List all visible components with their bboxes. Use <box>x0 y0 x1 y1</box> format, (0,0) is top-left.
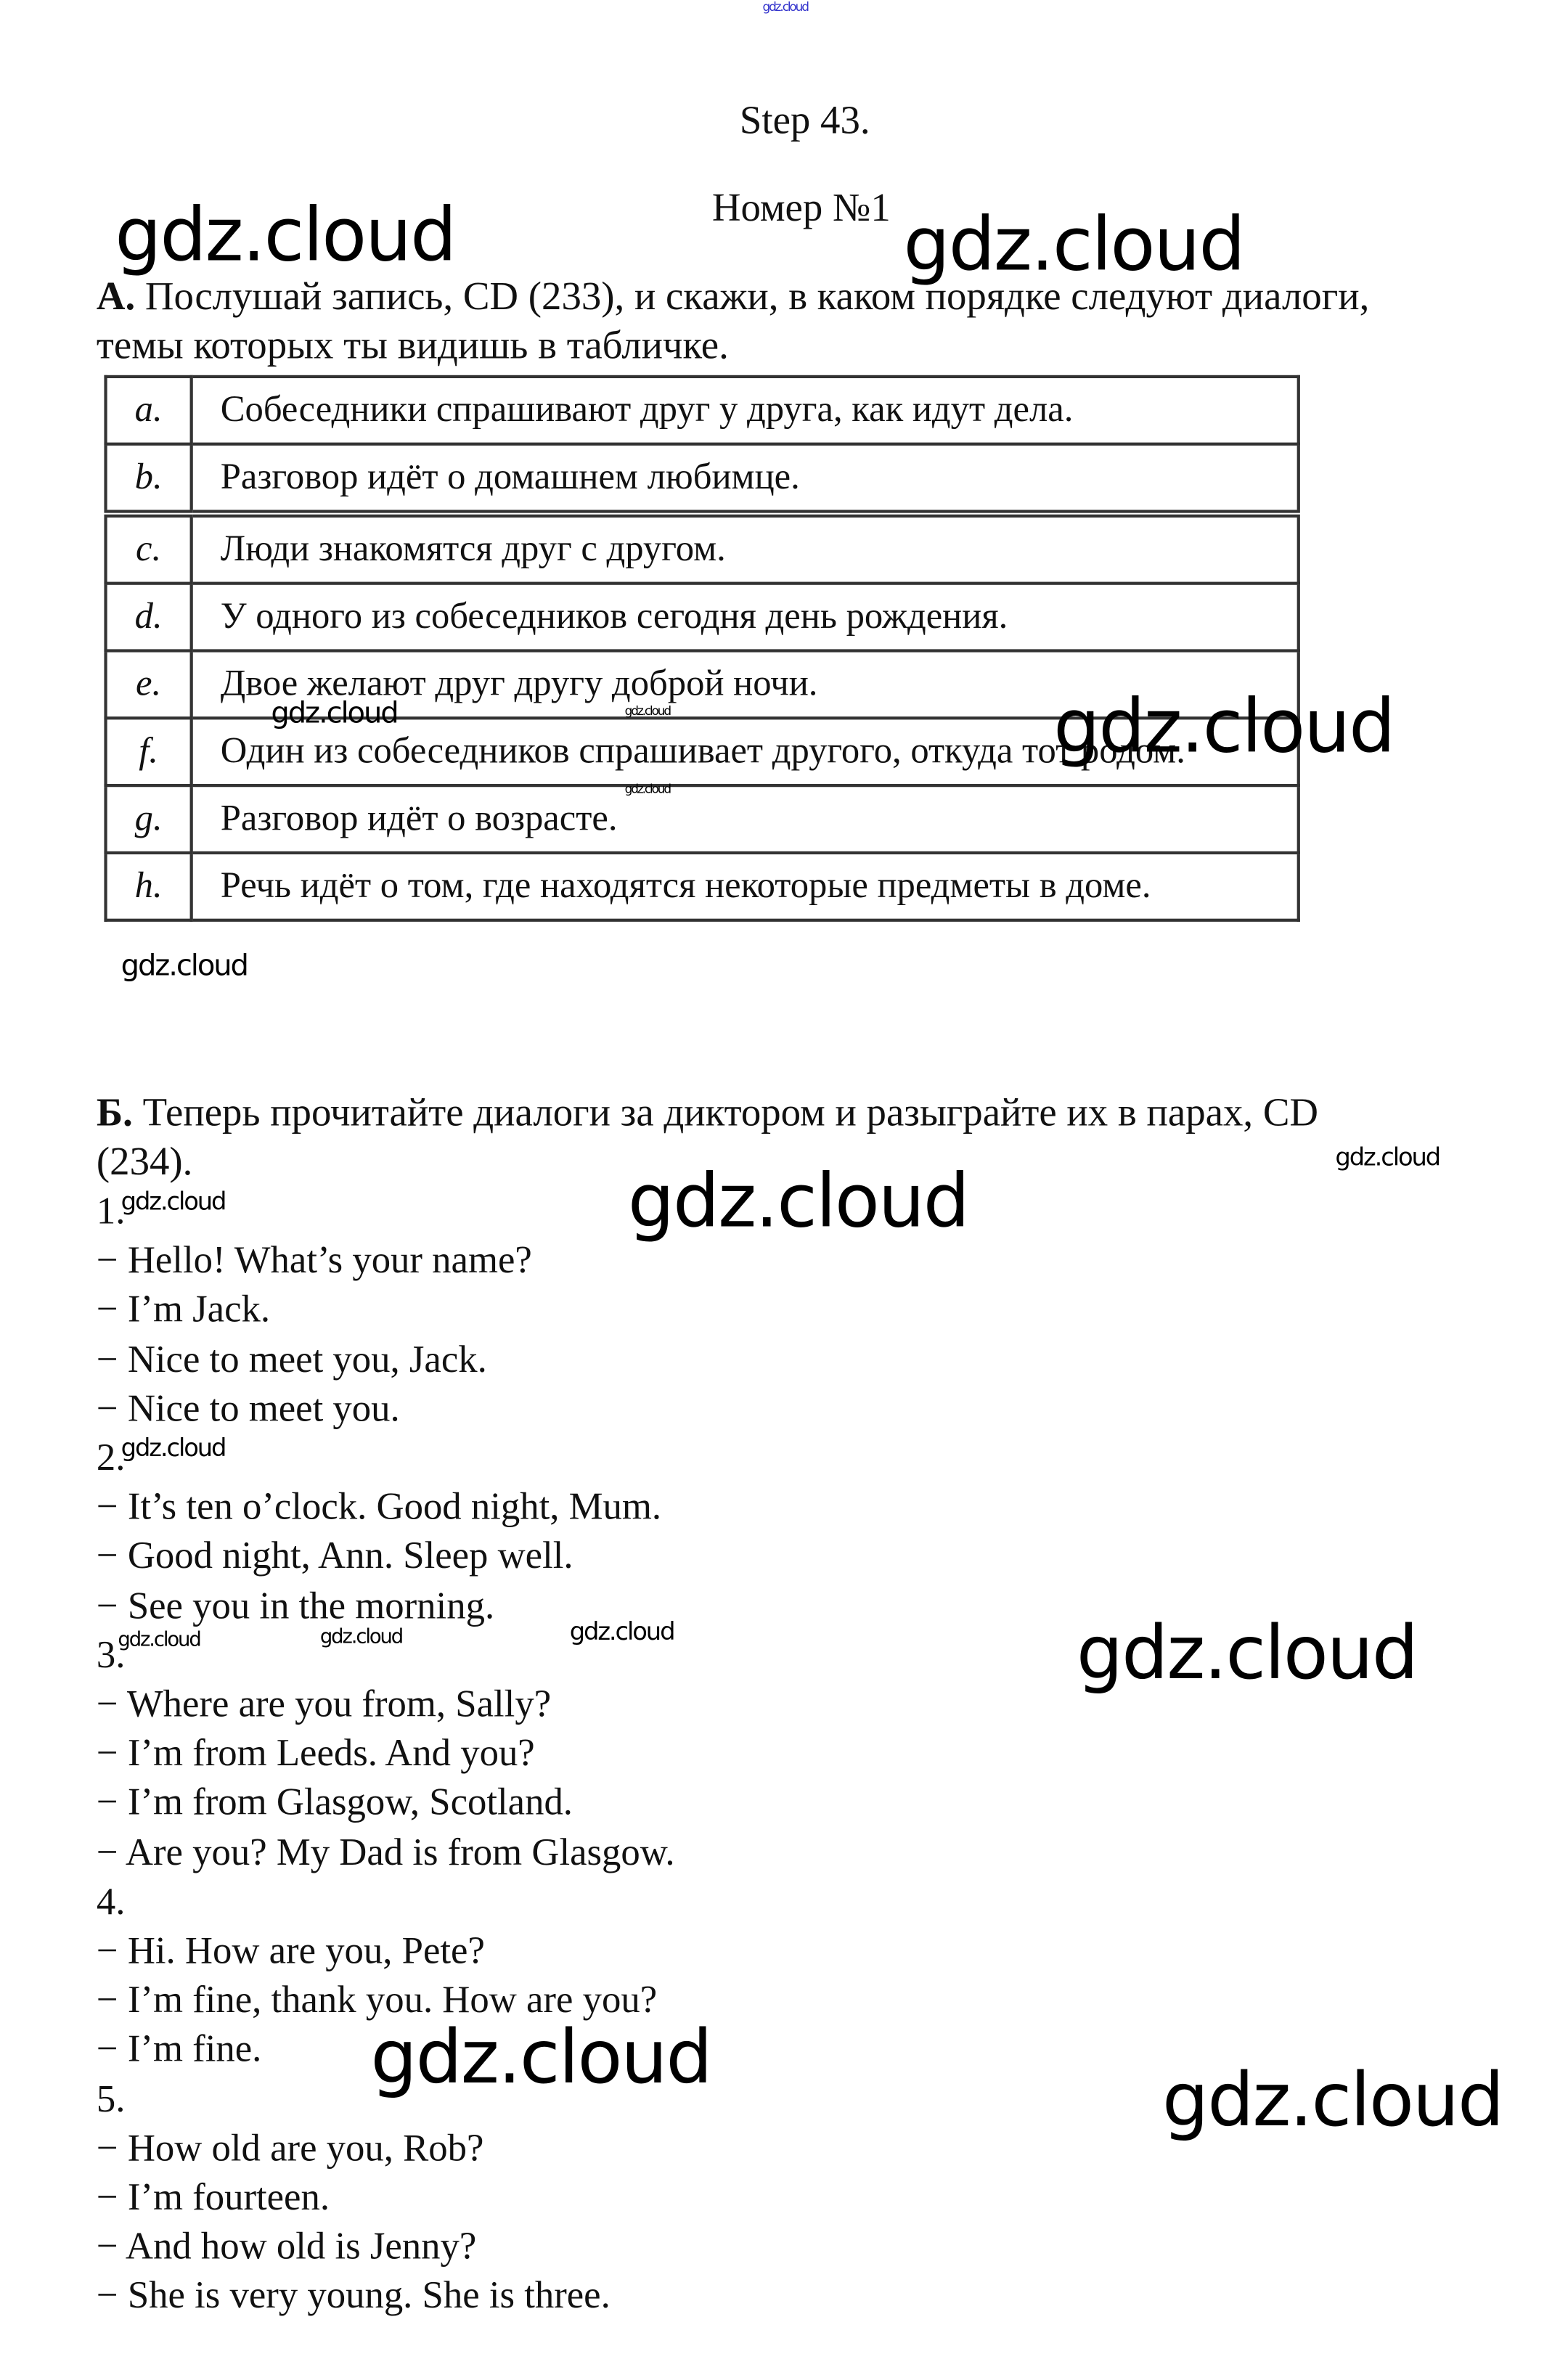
table-row <box>106 377 1299 444</box>
watermark: gdz.cloud <box>319 1626 403 1649</box>
table-row <box>106 853 1299 920</box>
row-text: Речь идёт о том, где находятся некоторые предметы в доме. <box>192 853 1299 920</box>
watermark: gdz.cloud <box>624 704 670 719</box>
dialog-number: 2. <box>96 1437 126 1479</box>
watermark: gdz.cloud <box>370 2014 711 2101</box>
exercise-number: Номер №1 <box>711 185 891 230</box>
table-row <box>106 514 1299 584</box>
dialogs-list <box>97 1188 675 2322</box>
dialog-line: − See you in the morning. <box>96 1585 495 1627</box>
dialog-number: 4. <box>96 1881 126 1924</box>
dialog-line: − I’m fourteen. <box>96 2177 330 2219</box>
row-text: Один из собеседников спрашивает другого, откуда тот родом. <box>192 718 1299 785</box>
table-row <box>106 785 1299 853</box>
row-letter: h. <box>106 853 192 920</box>
watermark: gdz.cloud <box>624 782 670 796</box>
dialog-number: 1. <box>96 1191 126 1233</box>
page-title: Step 43. <box>739 98 870 143</box>
watermark: gdz.cloud <box>569 1616 674 1646</box>
row-letter: c. <box>106 514 192 584</box>
watermark: gdz.cloud <box>115 192 456 279</box>
watermark: gdz.cloud <box>121 1186 226 1216</box>
dialog-line: − It’s ten o’clock. Good night, Mum. <box>96 1487 662 1529</box>
row-text: У одного из собеседников сегодня день рождения. <box>192 584 1299 651</box>
task-b-label: Б. <box>96 1090 133 1135</box>
dialog-line: − Nice to meet you. <box>96 1388 400 1430</box>
dialog-line: − I’m from Leeds. And you? <box>96 1733 535 1775</box>
table-row <box>106 444 1299 514</box>
dialog-line: − And how old is Jenny? <box>96 2226 477 2268</box>
watermark: gdz.cloud <box>1162 2058 1503 2144</box>
watermark: gdz.cloud <box>627 1158 968 1245</box>
row-letter: g. <box>106 785 192 853</box>
task-b-text: Теперь прочитайте диалоги за диктором и разыграйте их в парах, CD <box>132 1090 1319 1135</box>
watermark: gdz.cloud <box>121 1433 226 1463</box>
dialog-line: − Hello! What’s your name? <box>96 1240 532 1282</box>
row-text: Люди знакомятся друг с другом. <box>192 514 1299 584</box>
watermark: gdz.cloud <box>1053 684 1395 771</box>
dialog-line: − Hi. How are you, Pete? <box>96 1931 485 1973</box>
watermark: gdz.cloud <box>121 949 248 984</box>
task-a-text: Послушай запись, CD (233), и скажи, в каком порядке следуют диалоги, <box>135 274 1370 319</box>
task-a-label: А. <box>96 274 136 319</box>
row-letter: d. <box>106 584 192 651</box>
dialog-line: − How old are you, Rob? <box>96 2127 484 2170</box>
dialog-line: − I’m Jack. <box>96 1289 271 1331</box>
row-letter: e. <box>106 650 192 718</box>
task-b-line2: (234). <box>96 1139 193 1184</box>
task-a-line2: темы которых ты видишь в табличке. <box>96 323 729 368</box>
watermark: gdz.cloud <box>903 202 1244 288</box>
dialog-number: 5. <box>96 2078 126 2120</box>
dialog-line: − Nice to meet you, Jack. <box>96 1338 487 1381</box>
dialog-line: − I’m fine. <box>96 2029 262 2071</box>
dialog-line: − Are you? My Dad is from Glasgow. <box>96 1832 675 1874</box>
row-letter: f. <box>106 718 192 785</box>
watermark: gdz.cloud <box>271 696 398 731</box>
watermark: gdz.cloud <box>118 1629 200 1653</box>
row-text: Собеседники спрашивают друг у друга, как идут дела. <box>192 377 1299 444</box>
row-text: Разговор идёт о возрасте. <box>192 785 1299 853</box>
row-letter: b. <box>106 444 192 514</box>
row-text: Разговор идёт о домашнем любимце. <box>192 444 1299 514</box>
watermark: gdz.cloud <box>1335 1142 1440 1172</box>
row-text: Двое желают друг другу доброй ночи. <box>192 650 1299 718</box>
watermark: gdz.cloud <box>762 0 808 14</box>
dialog-number: 3. <box>96 1635 126 1677</box>
dialog-line: − I’m from Glasgow, Scotland. <box>96 1783 573 1825</box>
dialog-line: − She is very young. She is three. <box>96 2276 611 2318</box>
dialog-line: − Where are you from, Sally? <box>96 1684 552 1726</box>
table-row <box>106 584 1299 651</box>
task-b-line1 <box>97 1090 1318 1136</box>
row-letter: a. <box>106 377 192 444</box>
topics-table <box>104 375 1299 922</box>
dialog-line: − Good night, Ann. Sleep well. <box>96 1536 573 1578</box>
watermark: gdz.cloud <box>1076 1611 1417 1697</box>
dialog-line: − I’m fine, thank you. How are you? <box>96 1979 658 2022</box>
